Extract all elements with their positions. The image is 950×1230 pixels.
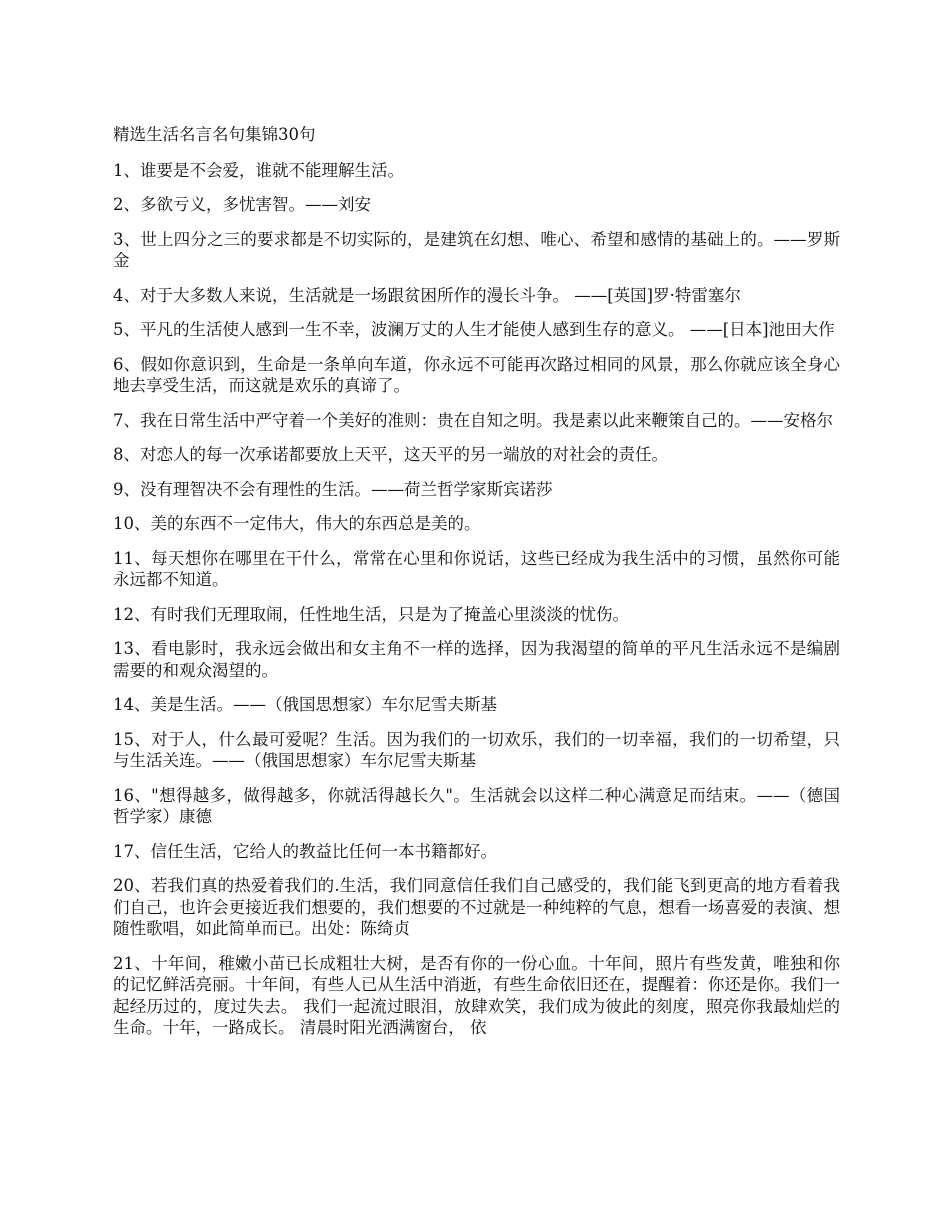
quote-item: 7、我在日常生活中严守着一个美好的准则：贵在自知之明。我是素以此来鞭策自己的。——安格尔 (113, 410, 833, 430)
quote-item: 14、美是生活。——（俄国思想家）车尔尼雪夫斯基 (113, 695, 497, 714)
document-body (113, 124, 840, 1052)
quote-item: 3、世上四分之三的要求都是不切实际的，是建筑在幻想、唯心、希望和感情的基础上的。——罗斯金 (113, 229, 840, 270)
quote-item: 8、对恋人的每一次承诺都要放上天平，这天平的另一端放的对社会的责任。 (113, 445, 668, 464)
quote-item: 15、对于人，什么最可爱呢？生活。因为我们的一切欢乐，我们的一切幸福，我们的一切希望，只与生活关连。——（俄国思想家）车尔尼雪夫斯基 (113, 729, 840, 770)
quote-item: 11、每天想你在哪里在干什么，常常在心里和你说话，这些已经成为我生活中的习惯，虽然你可能永远都不知道。 (113, 548, 840, 589)
quote-item: 2、多欲亏义，多忧害智。——刘安 (113, 195, 371, 214)
quote-item: 1、谁要是不会爱，谁就不能理解生活。 (113, 160, 404, 180)
quote-item: 12、有时我们无理取闹，任性地生活，只是为了掩盖心里淡淡的忧伤。 (113, 604, 629, 624)
quote-item: 16、"想得越多，做得越多，你就活得越长久"。生活就会以这样二种心满意足而结束。——（德国哲学家）康德 (113, 785, 840, 826)
quote-item: 5、平凡的生活使人感到一生不幸，波澜万丈的人生才能使人感到生存的意义。 ——[日本]池田大作 (113, 320, 835, 339)
quote-item: 6、假如你意识到，生命是一条单向车道，你永远不可能再次路过相同的风景，那么你就应该全身心地去享受生活，而这就是欢乐的真谛了。 (113, 354, 840, 395)
quote-item: 10、美的东西不一定伟大，伟大的东西总是美的。 (113, 514, 481, 533)
quote-item: 21、十年间，稚嫩小苗已长成粗壮大树，是否有你的一份心血。十年间，照片有些发黄，唯独和你的记忆鲜活亮丽。十年间，有些人已从生活中消逝，有些生命依旧还在，提醒着：你还是你。我们一起经历过的，度过失去。 我们一起流过眼泪，放肆欢笑，我们成为彼此的刻度，照亮你我最灿烂的生命。十年，一路成长。 清晨时阳光洒满窗台， 依 (113, 953, 840, 1037)
quote-item: 9、没有理智决不会有理性的生活。——荷兰哲学家斯宾诺莎 (113, 479, 553, 499)
quote-item: 4、对于大多数人来说，生活就是一场跟贫困所作的漫长斗争。 ——[英国]罗·特雷塞尔 (113, 285, 741, 305)
quote-item: 20、若我们真的热爱着我们的.生活，我们同意信任我们自己感受的，我们能飞到更高的地方看着我们自己，也许会更接近我们想要的，我们想要的不过就是一种纯粹的气息，想看一场喜爱的表演、想随性歌唱，如此简单而已。出处：陈绮贞 (113, 876, 840, 938)
document-title: 精选生活名言名句集锦30句 (113, 125, 316, 144)
quote-item: 13、看电影时，我永远会做出和女主角不一样的选择，因为我渴望的简单的平凡生活永远不是编剧需要的和观众渴望的。 (113, 639, 840, 680)
quote-item: 17、信任生活，它给人的教益比任何一本书籍都好。 (113, 841, 497, 861)
